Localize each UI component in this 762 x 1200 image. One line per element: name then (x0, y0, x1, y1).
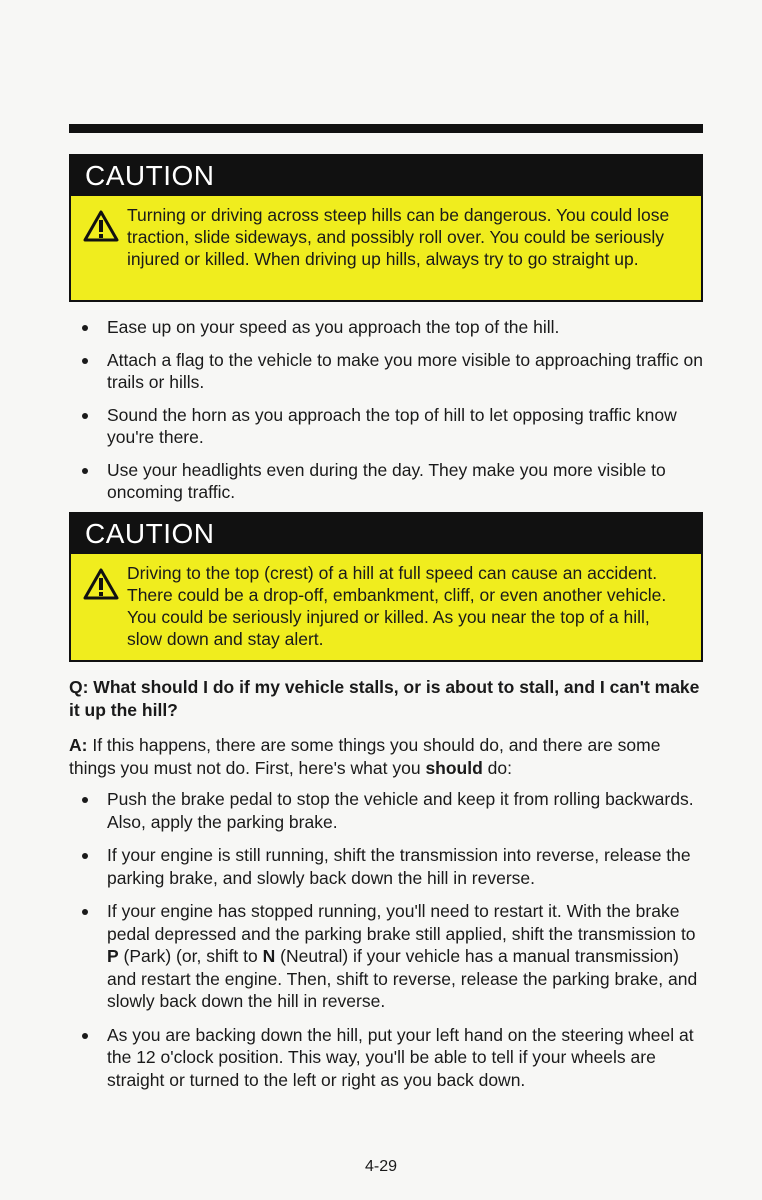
gear-p-label: P (107, 946, 119, 966)
answer-paragraph (69, 734, 703, 779)
warning-triangle-icon (83, 210, 119, 242)
answer-text-end: do: (482, 757, 512, 778)
top-rule (69, 124, 703, 133)
caution-body (71, 554, 701, 650)
caution-box-hills (69, 154, 703, 302)
list-item: Attach a flag to the vehicle to make you more visible to approaching traffic on trails or hills. (80, 349, 710, 394)
warning-triangle-icon (83, 568, 119, 600)
list-item: Ease up on your speed as you approach the top of the hill. (80, 316, 710, 339)
caution-heading: CAUTION (71, 514, 701, 554)
caution-heading: CAUTION (71, 156, 701, 196)
answer-label: A: (69, 735, 88, 755)
list-item: As you are backing down the hill, put your left hand on the steering wheel at the 12 o'clock position. This way, you'll be able to tell if your wheels are straight or turned to the left or right as you back down. (80, 1024, 710, 1092)
question-heading: Q: What should I do if my vehicle stalls, or is about to stall, and I can't make it up the hill? (69, 677, 700, 720)
list-item: If your engine has stopped running, you'll need to restart it. With the brake pedal depressed and the parking brake still applied, shift the transmission to P (Park) (or, shift to N (Neutral) if your vehicle has a manual transmission) and restart the engine. Then, shift to reverse, release the parking brake, and slowly back down the hill in reverse. (80, 900, 710, 1013)
list-item: Use your headlights even during the day. They make you more visible to oncoming traffic. (80, 459, 710, 504)
caution-box-crest (69, 512, 703, 662)
list-item: Push the brake pedal to stop the vehicle and keep it from rolling backwards. Also, apply the parking brake. (80, 788, 710, 833)
caution-text: Driving to the top (crest) of a hill at full speed can cause an accident. There could be a drop-off, embankment, cliff, or even another vehicle. You could be seriously injured or killed. As you near the top of a hill, slow down and stay alert. (127, 563, 667, 649)
answer-text: If this happens, there are some things you should do, and there are some things you must not do. First, here's what you (69, 735, 661, 778)
gear-n-label: N (262, 946, 276, 966)
list-item: If your engine is still running, shift the transmission into reverse, release the parking brake, and slowly back down the hill in reverse. (80, 844, 710, 889)
answer-emphasis: should (425, 757, 483, 778)
list-item: Sound the horn as you approach the top of hill to let opposing traffic know you're there. (80, 404, 710, 449)
stall-steps-list (80, 788, 710, 1102)
caution-body (71, 196, 701, 270)
hill-tips-list (80, 316, 710, 514)
caution-text: Turning or driving across steep hills can be dangerous. You could lose traction, slide sideways, and possibly roll over. You could be seriously injured or killed. When driving up hills, always try to go straight up. (127, 205, 670, 269)
page-number: 4-29 (364, 1158, 398, 1175)
